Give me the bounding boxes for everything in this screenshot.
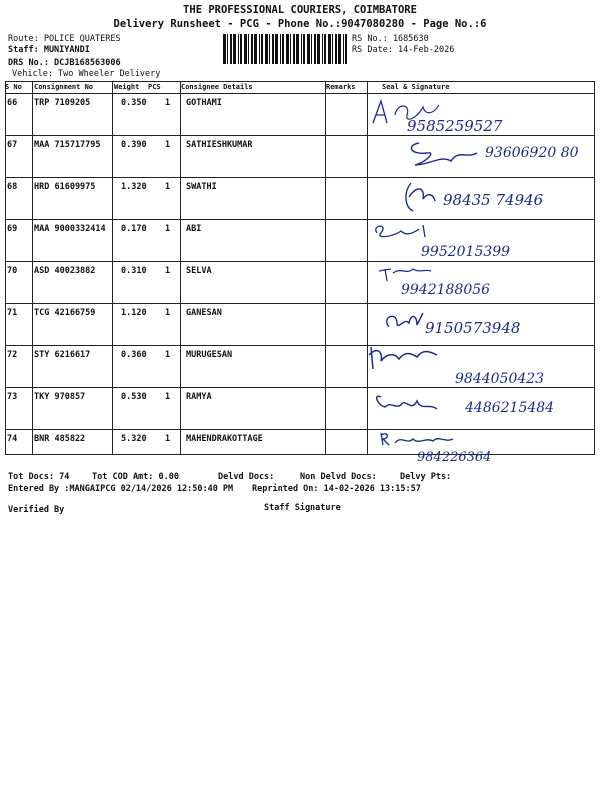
- row-consignment: MAA 715717795: [34, 140, 101, 150]
- row-pcs: 1: [165, 98, 171, 108]
- row-pcs: 1: [165, 140, 171, 150]
- runsheet-subtitle: Delivery Runsheet - PCG - Phone No.:9047080280 - Page No.:6: [113, 18, 487, 30]
- row-sno: 68: [7, 182, 18, 192]
- signature-mark: [367, 387, 595, 429]
- row-consignee: SATHIESHKUMAR: [186, 140, 253, 150]
- row-consignment: TRP 7109205: [34, 98, 91, 108]
- row-consignee: GANESAN: [186, 308, 222, 318]
- signature-mark: [367, 429, 595, 471]
- rs-number: RS No.: 1685630: [352, 34, 429, 44]
- entered-by: Entered By :MANGAIPCG 02/14/2026 12:50:40 PM: [8, 484, 234, 494]
- delivery-points: Delvy Pts:: [400, 472, 452, 482]
- row-consignee: MURUGESAN: [186, 350, 233, 360]
- row-consignee: GOTHAMI: [186, 98, 222, 108]
- signature-phone: 98435 74946: [443, 191, 544, 209]
- signature-phone: 4486215484: [465, 400, 555, 416]
- runsheet-table: [5, 81, 595, 465]
- signature-phone: 9150573948: [425, 319, 521, 337]
- row-consignee: SELVA: [186, 266, 212, 276]
- signature-phone: 9942188056: [401, 282, 491, 298]
- barcode-image: [222, 34, 348, 64]
- row-sno: 74: [7, 434, 18, 444]
- row-weight: 0.350: [121, 98, 147, 108]
- drs-number: DRS No.: DCJB168563006: [8, 58, 121, 68]
- staff-label: Staff: MUNIYANDI: [8, 45, 90, 55]
- col-signature: Seal & Signature: [382, 83, 450, 91]
- signature-phone: 984226364: [417, 450, 492, 465]
- row-sno: 70: [7, 266, 18, 276]
- row-pcs: 1: [165, 266, 171, 276]
- row-consignment: TKY 970857: [34, 392, 86, 402]
- signature-phone: 93606920 80: [485, 145, 579, 161]
- row-pcs: 1: [165, 224, 171, 234]
- row-sno: 72: [7, 350, 18, 360]
- row-pcs: 1: [165, 182, 171, 192]
- row-consignee: ABI: [186, 224, 202, 234]
- total-cod-amount: Tot COD Amt: 0.00: [92, 472, 179, 482]
- row-consignment: BNR 485822: [34, 434, 86, 444]
- delivered-docs: Delvd Docs:: [218, 472, 275, 482]
- verified-by: Verified By: [8, 505, 65, 515]
- table-row: [5, 429, 595, 465]
- table-row: [5, 387, 595, 429]
- row-pcs: 1: [165, 392, 171, 402]
- col-consignment: Consignment No: [34, 83, 94, 91]
- signature-phone: 9844050423: [455, 371, 545, 387]
- total-docs: Tot Docs: 74: [8, 472, 70, 482]
- table-row: [5, 345, 595, 387]
- row-sno: 69: [7, 224, 18, 234]
- col-weight: Weight: [114, 83, 140, 91]
- table-row: [5, 93, 595, 135]
- row-weight: 5.320: [121, 434, 147, 444]
- table-row: [5, 177, 595, 219]
- row-consignee: MAHENDRAKOTTAGE: [186, 434, 263, 444]
- signature-mark: [367, 303, 595, 345]
- row-sno: 66: [7, 98, 18, 108]
- row-consignment: MAA 9000332414: [34, 224, 106, 234]
- non-delivered-docs: Non Delvd Docs:: [300, 472, 377, 482]
- row-weight: 0.170: [121, 224, 147, 234]
- row-consignee: RAMYA: [186, 392, 212, 402]
- row-consignment: HRD 61609975: [34, 182, 96, 192]
- row-sno: 67: [7, 140, 18, 150]
- row-pcs: 1: [165, 350, 171, 360]
- signature-phone: 9952015399: [421, 244, 511, 260]
- row-weight: 1.120: [121, 308, 147, 318]
- signature-mark: [367, 93, 595, 135]
- staff-signature-label: Staff Signature: [264, 503, 341, 513]
- col-pcs: PCS: [148, 83, 161, 91]
- signature-mark: [367, 135, 595, 177]
- signature-mark: [367, 261, 595, 303]
- col-sno: S No: [5, 83, 22, 91]
- row-consignee: SWATHI: [186, 182, 217, 192]
- row-pcs: 1: [165, 308, 171, 318]
- row-weight: 1.320: [121, 182, 147, 192]
- row-consignment: ASD 40023882: [34, 266, 96, 276]
- row-consignment: TCG 42166759: [34, 308, 96, 318]
- reprinted-on: Reprinted On: 14-02-2026 13:15:57: [252, 484, 421, 494]
- vehicle-label: Vehicle: Two Wheeler Delivery: [12, 69, 161, 79]
- signature-mark: [367, 219, 595, 261]
- row-sno: 71: [7, 308, 18, 318]
- row-weight: 0.310: [121, 266, 147, 276]
- row-pcs: 1: [165, 434, 171, 444]
- row-sno: 73: [7, 392, 18, 402]
- company-title: THE PROFESSIONAL COURIERS, COIMBATORE: [183, 4, 417, 16]
- signature-mark: [367, 177, 595, 219]
- row-weight: 0.390: [121, 140, 147, 150]
- col-consignee: Consignee Details: [181, 83, 253, 91]
- table-row: [5, 303, 595, 345]
- route-label: Route: POLICE QUATERES: [8, 34, 121, 44]
- table-row: [5, 261, 595, 303]
- row-weight: 0.360: [121, 350, 147, 360]
- table-row: [5, 135, 595, 177]
- signature-phone: 9585259527: [407, 117, 503, 135]
- signature-mark: [367, 345, 595, 387]
- col-remarks: Remarks: [326, 83, 356, 91]
- row-consignment: STY 6216617: [34, 350, 91, 360]
- row-weight: 0.530: [121, 392, 147, 402]
- table-row: [5, 219, 595, 261]
- rs-date: RS Date: 14-Feb-2026: [352, 45, 455, 55]
